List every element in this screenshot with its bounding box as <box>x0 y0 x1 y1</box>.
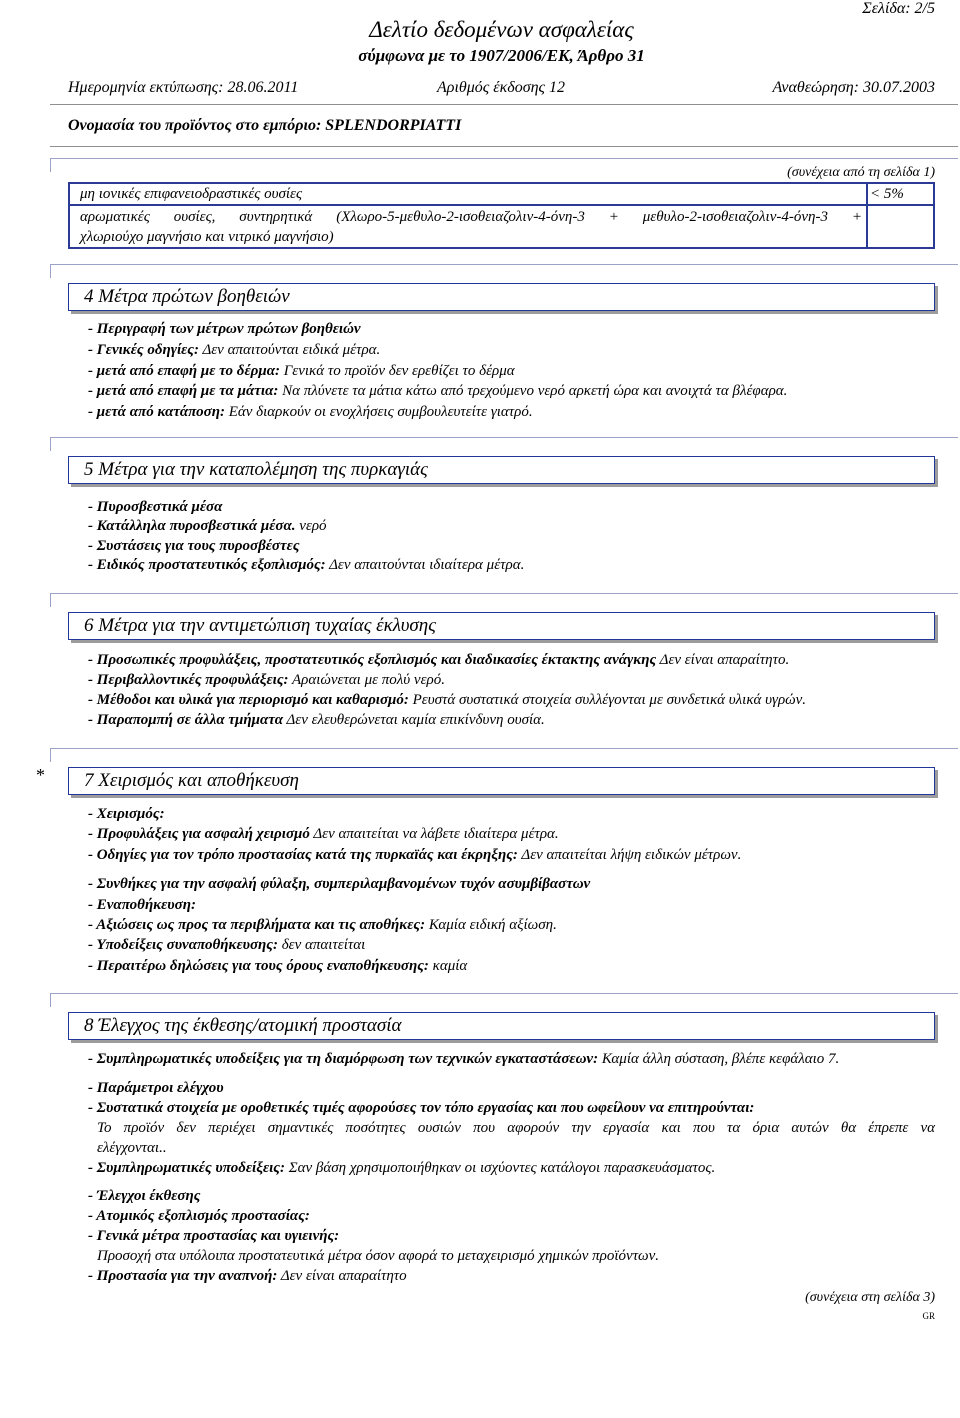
amount-value: < 5% <box>870 186 904 202</box>
field-label: - μετά από επαφή με το δέρμα: <box>88 362 281 379</box>
field-value: Δεν απαιτείται να λάβετε ιδιαίτερα μέτρα. <box>313 826 559 843</box>
substance-cell <box>69 183 867 205</box>
field-label: - Περαιτέρω δηλώσεις για τους όρους εναποθήκευσης: <box>88 957 429 974</box>
field-value: Σαν βάση χρησιμοποιήθηκαν οι ισχύοντες κατάλογοι παρασκευάσματος. <box>288 1159 716 1176</box>
field-row <box>88 381 958 402</box>
section-5-separator <box>50 437 958 451</box>
field-row <box>88 1099 958 1119</box>
section-6-separator <box>50 593 958 607</box>
amount-cell <box>867 183 934 205</box>
section-heading-text: 6 Μέτρα για την αντιμετώπιση τυχαίας έκλυσης <box>84 615 436 636</box>
field-label: - Εναποθήκευση: <box>88 896 196 913</box>
field-row <box>88 935 958 955</box>
substance-cell <box>69 205 867 248</box>
section-7-separator <box>50 748 958 762</box>
field-row <box>88 319 958 340</box>
field-value: Δεν ελευθερώνεται καμία επικίνδυνη ουσία. <box>286 712 545 728</box>
field-row <box>88 690 958 710</box>
field-row <box>88 804 958 824</box>
field-label: - μετά από κατάποση: <box>88 404 225 420</box>
field-label: - Προσωπικές προφυλάξεις, προστατευτικός εξοπλισμός και διαδικασίες έκτακτης ανάγκης <box>88 652 657 668</box>
field-row <box>88 1079 958 1099</box>
section-6-heading <box>68 612 935 640</box>
field-label: - Οδηγίες για τον τρόπο προστασίας κατά της πυρκαϊάς και έκρηξης: <box>88 846 518 863</box>
field-row <box>88 1227 958 1247</box>
section-7-handling-storage <box>88 804 958 976</box>
field-value: Δεν απαιτείται λήψη ειδικών μέτρων. <box>521 846 742 863</box>
field-row <box>88 915 958 935</box>
section-heading-text: 4 Μέτρα πρώτων βοηθειών <box>84 286 290 307</box>
field-label: - Αξιώσεις ως προς τα περιβλήματα και τις αποθήκες: <box>88 917 426 934</box>
paragraph-line: Προσοχή στα υπόλοιπα προστατευτικά μέτρα όσον αφορά το μεταχειρισμό χημικών προϊόντων. <box>97 1248 660 1265</box>
field-label: - Έλεγχοι έκθεσης <box>88 1188 201 1205</box>
composition-row <box>69 183 934 205</box>
field-label: - Γενικές οδηγίες: <box>88 341 199 358</box>
amount-cell <box>867 205 934 248</box>
print-date: Ημερομηνία εκτύπωσης: 28.06.2011 <box>68 79 299 96</box>
field-row <box>88 874 958 894</box>
field-row <box>88 1159 958 1179</box>
field-row <box>88 361 958 382</box>
field-label: - Παράμετροι ελέγχου <box>88 1079 224 1096</box>
section-8-separator <box>50 993 958 1007</box>
section-5-heading <box>68 456 935 484</box>
field-row <box>88 845 958 865</box>
field-row <box>88 537 958 556</box>
field-value: Αραιώνεται με πολύ νερό. <box>292 672 445 688</box>
field-label: - Υποδείξεις συναποθήκευσης: <box>88 937 278 954</box>
field-row <box>88 710 958 730</box>
field-row <box>88 517 958 536</box>
field-value: Καμία ειδική αξίωση. <box>428 917 557 934</box>
field-label: - Περιγραφή των μέτρων πρώτων βοηθειών <box>88 321 361 337</box>
field-value: Δεν είναι απαραίτητο. <box>659 652 790 668</box>
field-row <box>88 1187 958 1207</box>
field-label: - Γενικά μέτρα προστασίας και υγιεινής: <box>88 1228 340 1245</box>
section-4-separator <box>50 264 958 278</box>
substance-name-line: χλωριούχο μαγνήσιο και νιτρικό μαγνήσιο) <box>80 229 334 245</box>
field-label: - Συστάσεις για τους πυροσβέστες <box>88 537 300 554</box>
field-label: - Χειρισμός: <box>88 806 165 822</box>
revision-change-marker: * <box>36 765 45 785</box>
field-value: νερό <box>299 518 327 535</box>
field-row <box>88 1267 958 1287</box>
section-4-first-aid <box>88 319 958 423</box>
paragraph-line: Το προϊόν δεν περιέχει σημαντικές ποσότητες ουσιών που αφορούν την εργασία και που τα όρια αυτών θα έπρεπε να <box>97 1119 935 1136</box>
section-heading-text: 7 Χειρισμός και αποθήκευση <box>84 770 299 791</box>
paragraph-line: ελέγχονται.. <box>97 1139 167 1156</box>
header-divider <box>50 104 958 105</box>
field-row <box>88 650 958 670</box>
field-value: Εάν διαρκούν οι ενοχλήσεις συμβουλευτείτε γιατρό. <box>228 404 533 420</box>
section-heading-text: 5 Μέτρα για την καταπολέμηση της πυρκαγιάς <box>84 459 428 480</box>
field-value: Ρευστά συστατικά στοιχεία συλλέγονται με συνδετικά υλικά υγρών. <box>412 692 807 708</box>
field-value: Δεν είναι απαραίτητο <box>280 1268 407 1285</box>
field-row <box>88 340 958 361</box>
section-heading-text: 8 Έλεγχος της έκθεσης/ατομική προστασία <box>84 1015 402 1036</box>
section-8-heading <box>68 1012 935 1040</box>
section-8-exposure-controls <box>88 1050 958 1287</box>
field-value: Καμία άλλη σύσταση, βλέπε κεφάλαιο 7. <box>601 1051 840 1067</box>
field-label: - μετά από επαφή με τα μάτια: <box>88 383 279 400</box>
field-value: Δεν απαιτούνται ειδικά μέτρα. <box>202 341 381 358</box>
substance-name: μη ιονικές επιφανειοδραστικές ουσίες <box>80 186 303 202</box>
field-row <box>88 1050 958 1070</box>
field-label: - Πυροσβεστικά μέσα <box>88 499 223 515</box>
continued-on-note: (συνέχεια στη σελίδα 3) <box>805 1290 935 1305</box>
composition-row <box>69 205 934 248</box>
product-divider <box>50 146 958 147</box>
field-row <box>88 956 958 976</box>
field-label: - Προστασία για την αναπνοή: <box>88 1268 278 1285</box>
paragraph <box>88 1247 958 1267</box>
section-6-accidental-release <box>88 650 958 730</box>
field-label: - Συνθήκες για την ασφαλή φύλαξη, συμπεριλαμβανομένων τυχόν ασυμβίβαστων <box>88 876 591 893</box>
continued-from-note: (συνέχεια από τη σελίδα 1) <box>787 165 935 180</box>
field-label: - Συμπληρωματικές υποδείξεις για τη διαμόρφωση των τεχνικών εγκαταστάσεων: <box>88 1051 599 1067</box>
field-value: Γενικά το προϊόν δεν ερεθίζει το δέρμα <box>283 362 515 379</box>
field-value: καμία <box>432 957 468 974</box>
document-title: Δελτίο δεδομένων ασφαλείας <box>369 17 634 42</box>
section-4-heading <box>68 283 935 311</box>
field-row <box>88 895 958 915</box>
field-value: δεν απαιτείται <box>281 937 366 954</box>
field-label: - Ατομικός εξοπλισμός προστασίας: <box>88 1208 310 1225</box>
page-number: Σελίδα: 2/5 <box>862 0 935 17</box>
field-row <box>88 556 958 575</box>
field-row <box>88 498 958 517</box>
product-name: Ονομασία του προϊόντος στο εμπόριο: SPLENDORPIATTI <box>68 117 462 134</box>
field-label: - Ειδικός προστατευτικός εξοπλισμός: <box>88 557 326 574</box>
field-label: - Κατάλληλα πυροσβεστικά μέσα. <box>88 518 296 535</box>
composition-table <box>68 182 935 249</box>
field-label: - Παραπομπή σε άλλα τμήματα <box>88 712 283 728</box>
field-value: Δεν απαιτούνται ιδιαίτερα μέτρα. <box>329 557 525 574</box>
field-row <box>88 670 958 690</box>
field-label: - Περιβαλλοντικές προφυλάξεις: <box>88 672 289 688</box>
country-code: GR <box>922 1311 935 1321</box>
document-subtitle: σύμφωνα με το 1907/2006/ΕΚ, Άρθρο 31 <box>358 46 645 65</box>
section-5-firefighting <box>88 498 958 576</box>
field-label: - Μέθοδοι και υλικά για περιορισμό και καθαρισμό: <box>88 692 409 708</box>
field-value: Να πλύνετε τα μάτια κάτω από τρεχούμενο νερό αρκετή ώρα και ανοιχτά τα βλέφαρα. <box>282 383 788 400</box>
section-7-heading <box>68 767 935 795</box>
field-label: - Συστατικά στοιχεία με οροθετικές τιμές αφορούσες τον τόπο εργασίας και που ωφείλουν να επιτηρούνται: <box>88 1099 755 1116</box>
substance-name-line: αρωματικές ουσίες, συντηρητικά (Χλωρο-5-μεθυλο-2-ισοθειαζολιν-4-όνη-3 + μεθυλο-2-ισοθειαζολιν-4-όνη-3 + <box>80 209 862 225</box>
field-label: - Συμπληρωματικές υποδείξεις: <box>88 1159 285 1176</box>
version-number: Αριθμός έκδοσης 12 <box>437 79 566 96</box>
field-row <box>88 1207 958 1227</box>
revision-date: Αναθεώρηση: 30.07.2003 <box>772 79 935 96</box>
paragraph <box>88 1119 958 1159</box>
field-row <box>88 402 958 423</box>
field-label: - Προφυλάξεις για ασφαλή χειρισμό <box>88 826 310 843</box>
field-row <box>88 824 958 844</box>
